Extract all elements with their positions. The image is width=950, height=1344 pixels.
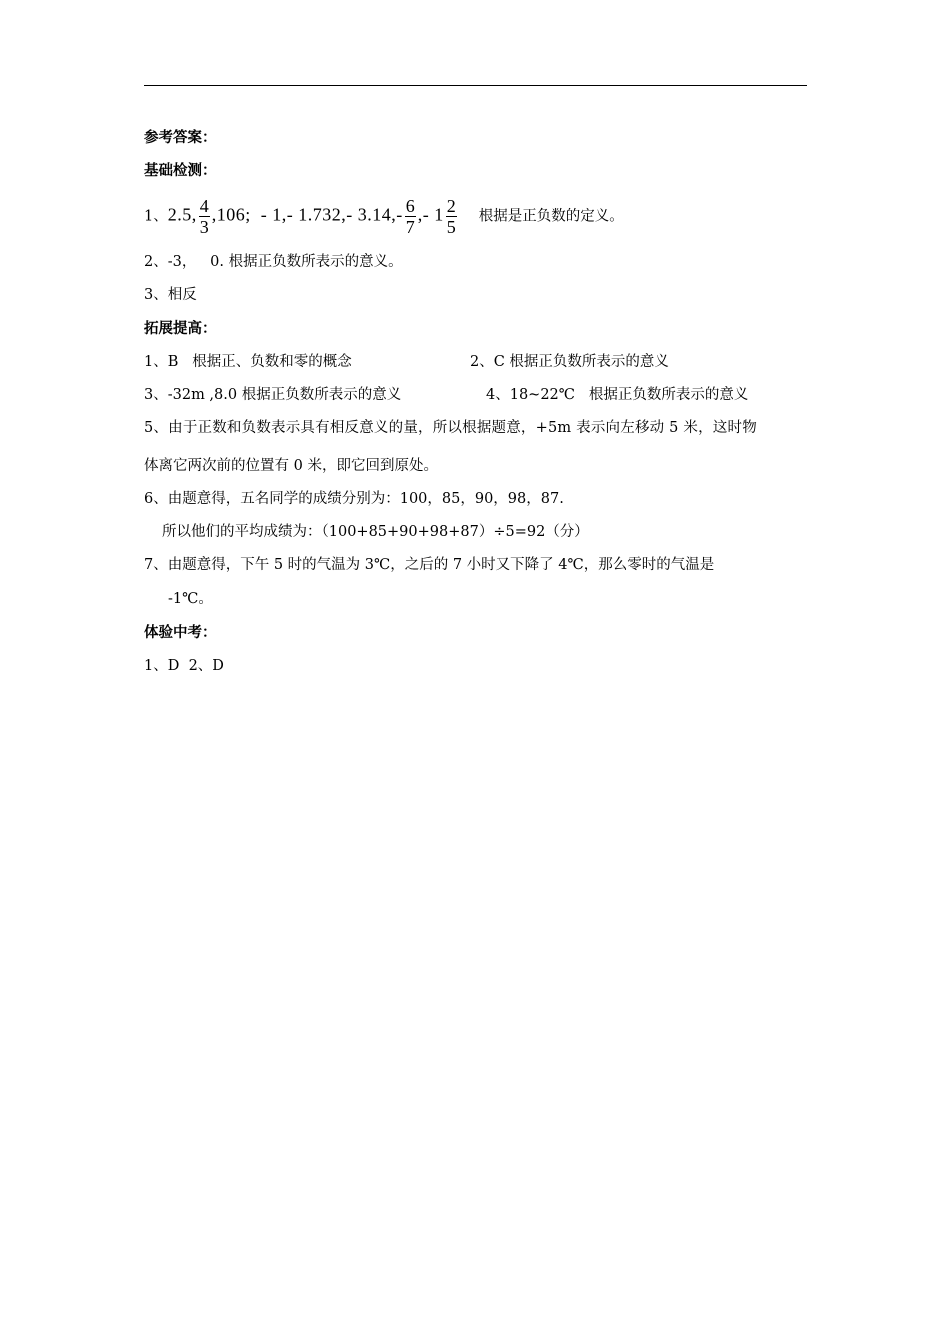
exam-answers: 1、D 2、D — [144, 658, 224, 674]
extended-q6-line1: 6、由题意得，五名同学的成绩分别为：100，85，90，98，87. — [144, 491, 564, 507]
fraction-denominator: 7 — [405, 217, 415, 237]
fraction-numerator: 6 — [405, 196, 415, 216]
fraction-denominator: 3 — [199, 217, 209, 237]
header-rule — [144, 85, 807, 86]
extended-q7-line1: 7、由题意得，下午 5 时的气温为 3℃，之后的 7 小时又下降了 4℃，那么零时的气温是 — [144, 557, 715, 573]
basic-q1 — [144, 196, 624, 237]
extended-q7-line2: -1℃。 — [168, 591, 213, 607]
extended-q1: 1、B 根据正、负数和零的概念 — [144, 354, 352, 370]
basic-q1-values-b: ,106; - 1,- 1.732,- 3.14,- — [211, 204, 403, 225]
basic-heading: 基础检测： — [144, 163, 217, 179]
fraction-numerator: 4 — [199, 196, 209, 216]
extended-q5-line1: 5、由于正数和负数表示具有相反意义的量，所以根据题意，+5m 表示向左移动 5 米，这时物 — [144, 420, 757, 436]
fraction-numerator: 2 — [446, 196, 456, 216]
exam-heading: 体验中考： — [144, 625, 217, 641]
basic-q1-fraction-1 — [199, 196, 210, 237]
basic-q1-reason: 根据是正负数的定义。 — [478, 208, 624, 225]
basic-q1-values-c: ,- 1 — [417, 204, 444, 225]
answers-heading: 参考答案： — [144, 130, 217, 146]
basic-q1-number: 1、 — [144, 208, 168, 225]
basic-q1-values-a: 2.5, — [167, 204, 197, 225]
fraction-denominator: 5 — [446, 217, 456, 237]
extended-q6-line2: 所以他们的平均成绩为：（100+85+90+98+87）÷5=92（分） — [162, 524, 589, 540]
extended-heading: 拓展提高： — [144, 321, 217, 337]
basic-q3: 3、相反 — [144, 287, 197, 303]
extended-q2: 2、C 根据正负数所表示的意义 — [470, 354, 669, 370]
extended-q4: 4、18~22℃ 根据正负数所表示的意义 — [486, 387, 749, 403]
basic-q2: 2、-3， 0. 根据正负数所表示的意义。 — [144, 254, 403, 270]
basic-q1-fraction-2 — [405, 196, 416, 237]
extended-q3: 3、-32m ,8.0 根据正负数所表示的意义 — [144, 387, 402, 403]
basic-q1-fraction-3 — [446, 196, 457, 237]
extended-q5-line2: 体离它两次前的位置有 0 米，即它回到原处。 — [144, 458, 438, 474]
